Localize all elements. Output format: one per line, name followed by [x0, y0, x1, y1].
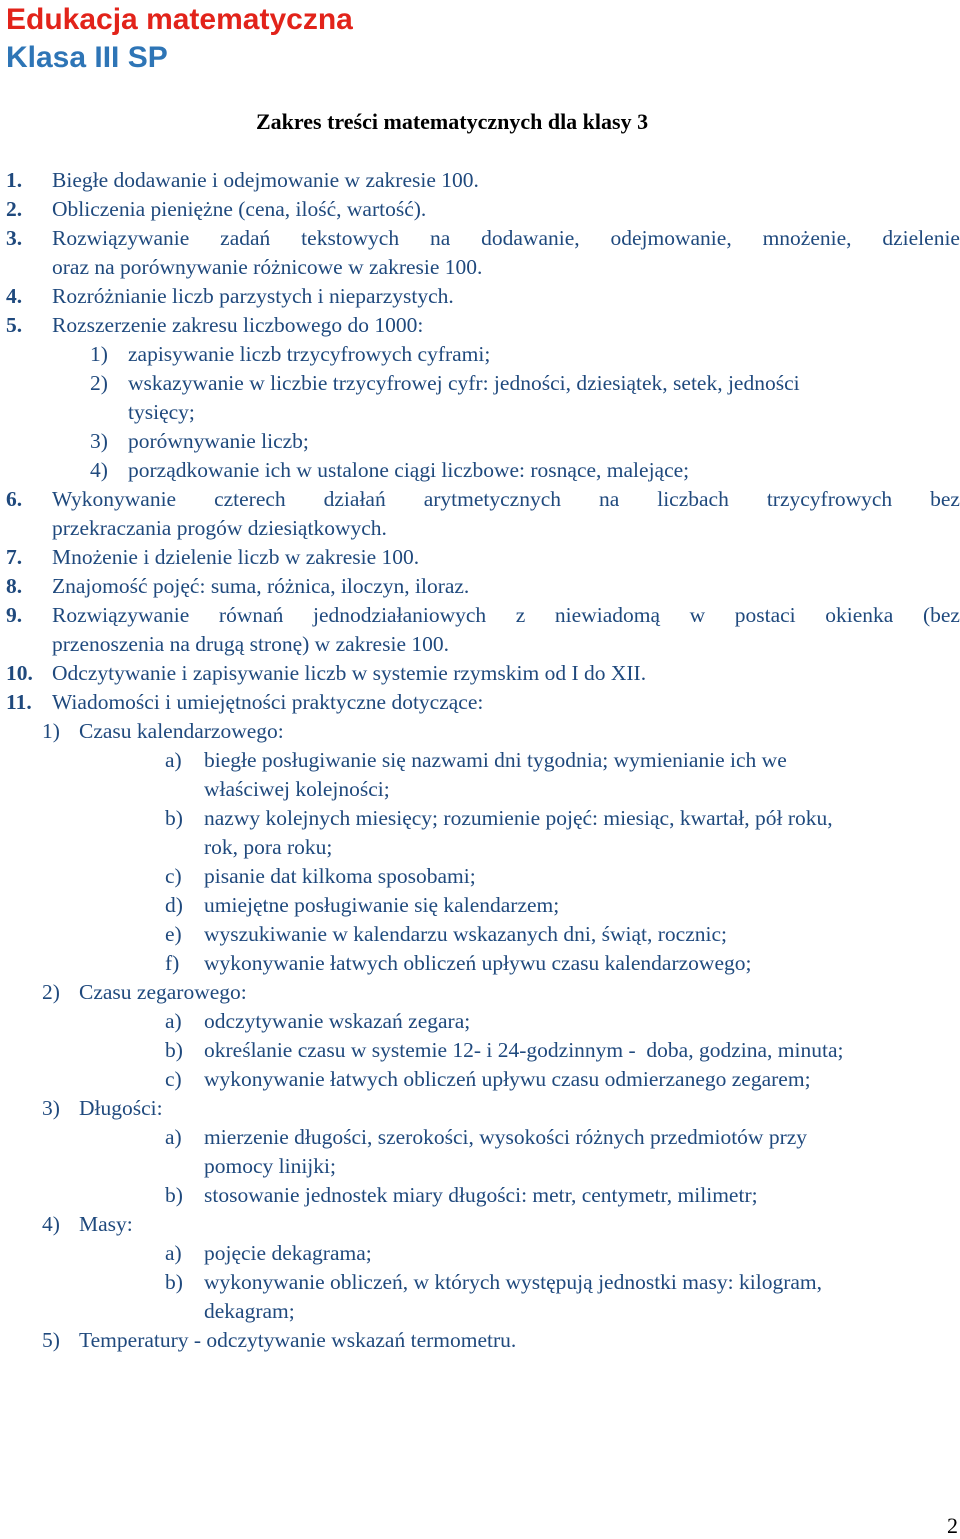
- item-text-continued: oraz na porównywanie różnicowe w zakresie 100.: [52, 255, 483, 279]
- group-label: 3): [42, 1096, 60, 1120]
- item-text: Mnożenie i dzielenie liczb w zakresie 100.: [52, 545, 420, 569]
- word: niewiadomą: [554, 603, 660, 627]
- point-text: biegłe posługiwanie się nazwami dni tygodnia; wymienianie ich we: [204, 748, 787, 772]
- item-number: 5.: [6, 313, 23, 337]
- page-subtitle: Klasa III SP: [6, 41, 168, 74]
- item-text-justified: [52, 601, 960, 630]
- item-text: Rozszerzenie zakresu liczbowego do 1000:: [52, 313, 424, 337]
- word: bez: [930, 487, 960, 511]
- group-text: Masy:: [79, 1212, 133, 1236]
- item-text: Rozróżnianie liczb parzystych i nieparzystych.: [52, 284, 454, 308]
- word: postaci: [734, 603, 796, 627]
- word: z: [515, 603, 526, 627]
- item-text: Obliczenia pieniężne (cena, ilość, wartość).: [52, 197, 427, 221]
- point-text-continued: właściwej kolejności;: [204, 777, 390, 801]
- word: w: [689, 603, 706, 627]
- item-text-justified: [52, 485, 960, 514]
- subitem-text: zapisywanie liczb trzycyfrowych cyframi;: [128, 342, 491, 366]
- point-label: c): [165, 1067, 182, 1091]
- point-label: b): [165, 1038, 183, 1062]
- word: Rozwiązywanie: [52, 226, 190, 250]
- point-text: stosowanie jednostek miary długości: metr, centymetr, milimetr;: [204, 1183, 758, 1207]
- page-title: Edukacja matematyczna: [6, 3, 353, 36]
- word: jednodziałaniowych: [313, 603, 487, 627]
- point-label: a): [165, 1241, 182, 1265]
- word: Rozwiązywanie: [52, 603, 190, 627]
- item-number: 8.: [6, 574, 23, 598]
- point-label: d): [165, 893, 183, 917]
- word: okienka: [825, 603, 894, 627]
- group-label: 4): [42, 1212, 60, 1236]
- point-text: pojęcie dekagrama;: [204, 1241, 372, 1265]
- subitem-text: porównywanie liczb;: [128, 429, 309, 453]
- point-text: wykonywanie obliczeń, w których występują jednostki masy: kilogram,: [204, 1270, 822, 1294]
- word: na: [429, 226, 451, 250]
- item-number: 4.: [6, 284, 23, 308]
- word: czterech: [214, 487, 286, 511]
- subitem-label: 4): [90, 458, 108, 482]
- point-label: b): [165, 806, 183, 830]
- word: dzielenie: [882, 226, 960, 250]
- item-number: 10.: [6, 661, 33, 685]
- word: trzycyfrowych: [766, 487, 893, 511]
- group-text: Temperatury - odczytywanie wskazań termometru.: [79, 1328, 517, 1352]
- point-text: określanie czasu w systemie 12- i 24-godzinnym - doba, godzina, minuta;: [204, 1038, 844, 1062]
- point-text-continued: pomocy linijki;: [204, 1154, 336, 1178]
- word: liczbach: [657, 487, 729, 511]
- group-label: 5): [42, 1328, 60, 1352]
- word: na: [598, 487, 620, 511]
- subitem-label: 2): [90, 371, 108, 395]
- word: (bez: [922, 603, 960, 627]
- subitem-text: porządkowanie ich w ustalone ciągi liczbowe: rosnące, malejące;: [128, 458, 690, 482]
- word: dodawanie,: [481, 226, 580, 250]
- item-text: Znajomość pojęć: suma, różnica, iloczyn, iloraz.: [52, 574, 470, 598]
- item-number: 2.: [6, 197, 23, 221]
- point-label: a): [165, 1009, 182, 1033]
- word: równań: [218, 603, 284, 627]
- page-number: 2: [947, 1513, 958, 1538]
- item-text: Wiadomości i umiejętności praktyczne dotyczące:: [52, 690, 484, 714]
- point-text: nazwy kolejnych miesięcy; rozumienie pojęć: miesiąc, kwartał, pół roku,: [204, 806, 833, 830]
- item-text-continued: przenoszenia na drugą stronę) w zakresie 100.: [52, 632, 449, 656]
- subitem-label: 1): [90, 342, 108, 366]
- point-text: pisanie dat kilkoma sposobami;: [204, 864, 476, 888]
- item-number: 6.: [6, 487, 23, 511]
- word: działań: [323, 487, 386, 511]
- group-text: Czasu zegarowego:: [79, 980, 247, 1004]
- word: Wykonywanie: [52, 487, 177, 511]
- point-label: b): [165, 1183, 183, 1207]
- word: arytmetycznych: [423, 487, 561, 511]
- point-text: odczytywanie wskazań zegara;: [204, 1009, 471, 1033]
- subitem-text: wskazywanie w liczbie trzycyfrowej cyfr: jedności, dziesiątek, setek, jedności: [128, 371, 800, 395]
- point-label: c): [165, 864, 182, 888]
- section-title: Zakres treści matematycznych dla klasy 3: [256, 109, 649, 134]
- point-label: e): [165, 922, 182, 946]
- group-text: Czasu kalendarzowego:: [79, 719, 284, 743]
- point-label: a): [165, 1125, 182, 1149]
- point-label: b): [165, 1270, 183, 1294]
- item-text-continued: przekraczania progów dziesiątkowych.: [52, 516, 387, 540]
- subitem-label: 3): [90, 429, 108, 453]
- word: mnożenie,: [762, 226, 852, 250]
- item-text: Biegłe dodawanie i odejmowanie w zakresie 100.: [52, 168, 479, 192]
- item-text: Odczytywanie i zapisywanie liczb w systemie rzymskim od I do XII.: [52, 661, 647, 685]
- group-label: 2): [42, 980, 60, 1004]
- point-label: f): [165, 951, 180, 975]
- item-number: 7.: [6, 545, 23, 569]
- word: tekstowych: [301, 226, 400, 250]
- point-text-continued: dekagram;: [204, 1299, 295, 1323]
- point-text: wykonywanie łatwych obliczeń upływu czasu kalendarzowego;: [204, 951, 752, 975]
- item-number: 3.: [6, 226, 23, 250]
- item-number: 1.: [6, 168, 23, 192]
- point-text: mierzenie długości, szerokości, wysokości różnych przedmiotów przy: [204, 1125, 808, 1149]
- group-text: Długości:: [79, 1096, 163, 1120]
- item-number: 11.: [6, 690, 32, 714]
- point-text: wykonywanie łatwych obliczeń upływu czasu odmierzanego zegarem;: [204, 1067, 811, 1091]
- item-text-justified: [52, 224, 960, 253]
- word: odejmowanie,: [610, 226, 732, 250]
- point-text: umiejętne posługiwanie się kalendarzem;: [204, 893, 560, 917]
- point-label: a): [165, 748, 182, 772]
- point-text-continued: rok, pora roku;: [204, 835, 333, 859]
- point-text: wyszukiwanie w kalendarzu wskazanych dni, świąt, rocznic;: [204, 922, 727, 946]
- group-label: 1): [42, 719, 60, 743]
- subitem-text-continued: tysięcy;: [128, 400, 195, 424]
- word: zadań: [220, 226, 271, 250]
- item-number: 9.: [6, 603, 23, 627]
